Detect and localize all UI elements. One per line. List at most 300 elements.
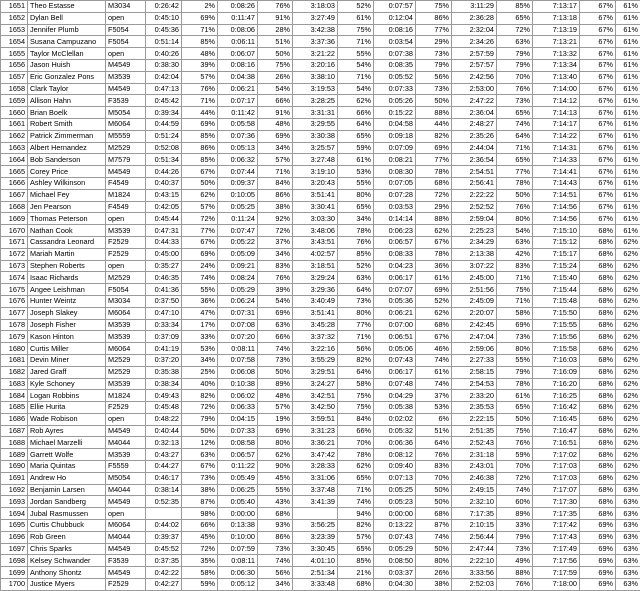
- cell-bike-pct: 65%: [338, 130, 374, 142]
- cell-t1-time: 0:05:09: [218, 248, 258, 260]
- cell-t2-pct: 82%: [416, 130, 452, 142]
- cell-place: 1651: [1, 1, 28, 13]
- cell-name: Clark Taylor: [28, 83, 106, 95]
- cell-swim-time: 0:40:26: [146, 48, 182, 60]
- cell-swim-pct: 87%: [182, 496, 218, 508]
- cell-bike-time: 3:21:22: [293, 48, 338, 60]
- cell-swim-pct: 73%: [182, 472, 218, 484]
- cell-total-time: 7:16:20: [533, 378, 580, 390]
- cell-run-time: 2:44:04: [452, 142, 497, 154]
- cell-total-time: 7:14:00: [533, 83, 580, 95]
- cell-overall-pct: 62%: [616, 461, 640, 473]
- cell-name: Anthony Shontz: [28, 567, 106, 579]
- cell-bike-pct: 77%: [338, 319, 374, 331]
- cell-name: Isaac Richards: [28, 272, 106, 284]
- cell-overall-pct: 61%: [616, 1, 640, 13]
- cell-name: Kason Hinton: [28, 331, 106, 343]
- cell-name: Andrew Ho: [28, 472, 106, 484]
- cell-swim-pct: 57%: [182, 201, 218, 213]
- cell-bike-time: 3:27:48: [293, 154, 338, 166]
- cell-t2-pct: 79%: [416, 59, 452, 71]
- cell-place: 1680: [1, 343, 28, 355]
- cell-bike-time: 3:30:45: [293, 543, 338, 555]
- cell-name: Jennifer Plumb: [28, 24, 106, 36]
- cell-bike-pct: 52%: [338, 1, 374, 13]
- cell-swim-time: 0:45:44: [146, 213, 182, 225]
- cell-overall-pct: 61%: [616, 48, 640, 60]
- table-row: [1, 543, 640, 555]
- table-row: [1, 36, 640, 48]
- cell-place: 1670: [1, 225, 28, 237]
- cell-place: 1656: [1, 59, 28, 71]
- cell-division: F5054: [106, 24, 146, 36]
- cell-t1-time: 0:05:13: [218, 142, 258, 154]
- cell-total-pct: 67%: [580, 142, 616, 154]
- cell-place: 1696: [1, 531, 28, 543]
- cell-division: open: [106, 260, 146, 272]
- cell-swim-time: 0:47:10: [146, 307, 182, 319]
- cell-bike-time: 3:48:06: [293, 225, 338, 237]
- cell-swim-pct: 44%: [182, 107, 218, 119]
- cell-run-time: 2:47:22: [452, 95, 497, 107]
- cell-run-time: 7:17:35: [452, 508, 497, 520]
- cell-t1-pct: 74%: [258, 555, 293, 567]
- cell-t2-pct: 62%: [416, 225, 452, 237]
- cell-swim-pct: 48%: [182, 48, 218, 60]
- cell-bike-time: 3:37:48: [293, 484, 338, 496]
- cell-t2-time: 0:07:13: [374, 472, 416, 484]
- cell-t2-time: 0:04:58: [374, 118, 416, 130]
- cell-bike-pct: 55%: [338, 177, 374, 189]
- cell-t1-pct: 56%: [258, 567, 293, 579]
- cell-run-time: 2:57:57: [452, 59, 497, 71]
- cell-swim-time: 0:32:13: [146, 437, 182, 449]
- cell-t2-pct: 29%: [416, 36, 452, 48]
- cell-bike-time: 3:56:25: [293, 520, 338, 532]
- cell-swim-time: 0:35:27: [146, 260, 182, 272]
- cell-overall-pct: 61%: [616, 12, 640, 24]
- cell-t1-pct: 80%: [258, 437, 293, 449]
- cell-swim-time: 0:43:27: [146, 449, 182, 461]
- cell-run-pct: 76%: [497, 201, 533, 213]
- cell-t2-time: 0:07:00: [374, 319, 416, 331]
- cell-total-pct: 69%: [580, 579, 616, 591]
- cell-bike-pct: 70%: [338, 437, 374, 449]
- cell-bike-time: 3:22:16: [293, 343, 338, 355]
- cell-run-pct: 71%: [497, 295, 533, 307]
- cell-t2-pct: 51%: [416, 425, 452, 437]
- cell-run-pct: 79%: [497, 531, 533, 543]
- cell-run-pct: 71%: [497, 272, 533, 284]
- cell-bike-pct: 59%: [338, 142, 374, 154]
- cell-overall-pct: 62%: [616, 437, 640, 449]
- cell-overall-pct: 61%: [616, 107, 640, 119]
- cell-total-time: 7:13:21: [533, 36, 580, 48]
- table-row: [1, 213, 640, 225]
- cell-run-pct: 89%: [497, 508, 533, 520]
- cell-t2-pct: 69%: [416, 142, 452, 154]
- table-row: [1, 461, 640, 473]
- cell-run-time: 2:13:38: [452, 248, 497, 260]
- cell-run-pct: 83%: [497, 260, 533, 272]
- cell-t2-pct: 52%: [416, 295, 452, 307]
- cell-t1-pct: 50%: [258, 366, 293, 378]
- cell-division: M3034: [106, 295, 146, 307]
- cell-total-time: 7:15:58: [533, 343, 580, 355]
- cell-overall-pct: 63%: [616, 555, 640, 567]
- cell-t2-time: 0:06:57: [374, 236, 416, 248]
- cell-total-pct: 68%: [580, 354, 616, 366]
- cell-total-time: 7:13:40: [533, 71, 580, 83]
- cell-total-pct: 68%: [580, 225, 616, 237]
- cell-swim-pct: 40%: [182, 378, 218, 390]
- cell-place: 1672: [1, 248, 28, 260]
- cell-place: 1652: [1, 12, 28, 24]
- cell-run-time: 2:48:27: [452, 118, 497, 130]
- cell-total-time: 7:17:59: [533, 567, 580, 579]
- cell-t2-pct: 74%: [416, 378, 452, 390]
- cell-t1-time: 0:05:12: [218, 579, 258, 591]
- cell-name: Wade Robison: [28, 413, 106, 425]
- cell-place: 1693: [1, 496, 28, 508]
- cell-run-pct: 70%: [497, 461, 533, 473]
- cell-total-pct: 68%: [580, 307, 616, 319]
- cell-overall-pct: 62%: [616, 449, 640, 461]
- cell-place: 1653: [1, 24, 28, 36]
- cell-bike-time: 3:37:36: [293, 36, 338, 48]
- cell-total-pct: 67%: [580, 95, 616, 107]
- cell-t1-pct: 54%: [258, 83, 293, 95]
- cell-place: 1697: [1, 543, 28, 555]
- cell-overall-pct: 62%: [616, 378, 640, 390]
- cell-bike-pct: 53%: [338, 166, 374, 178]
- cell-bike-time: 3:24:27: [293, 378, 338, 390]
- cell-name: Michael Fey: [28, 189, 106, 201]
- cell-name: Cassandra Leonard: [28, 236, 106, 248]
- cell-bike-pct: 68%: [338, 579, 374, 591]
- cell-swim-pct: 24%: [182, 260, 218, 272]
- cell-swim-pct: 69%: [182, 248, 218, 260]
- cell-t2-time: 0:05:23: [374, 496, 416, 508]
- cell-t1-pct: 91%: [258, 107, 293, 119]
- cell-run-time: 2:35:26: [452, 130, 497, 142]
- cell-t1-pct: 71%: [258, 166, 293, 178]
- cell-swim-time: 0:26:42: [146, 1, 182, 13]
- cell-division: F4549: [106, 177, 146, 189]
- cell-t1-time: 0:11:22: [218, 461, 258, 473]
- cell-swim-time: 0:45:00: [146, 248, 182, 260]
- cell-bike-pct: 62%: [338, 461, 374, 473]
- cell-name: Albert Hernandez: [28, 142, 106, 154]
- cell-bike-time: 3:29:55: [293, 118, 338, 130]
- cell-total-time: 7:13:19: [533, 24, 580, 36]
- cell-swim-pct: 45%: [182, 531, 218, 543]
- cell-run-time: 3:33:56: [452, 567, 497, 579]
- cell-t2-pct: 38%: [416, 579, 452, 591]
- cell-t2-time: 0:05:38: [374, 402, 416, 414]
- cell-overall-pct: 61%: [616, 225, 640, 237]
- cell-overall-pct: 62%: [616, 472, 640, 484]
- cell-total-time: 7:14:43: [533, 177, 580, 189]
- cell-division: M3539: [106, 331, 146, 343]
- cell-place: 1655: [1, 48, 28, 60]
- cell-run-pct: 70%: [497, 71, 533, 83]
- cell-bike-pct: 74%: [338, 496, 374, 508]
- table-row: [1, 331, 640, 343]
- cell-name: Nathan Cook: [28, 225, 106, 237]
- cell-total-pct: 67%: [580, 48, 616, 60]
- cell-overall-pct: 62%: [616, 413, 640, 425]
- cell-overall-pct: 62%: [616, 295, 640, 307]
- cell-run-time: 2:34:29: [452, 236, 497, 248]
- cell-total-pct: 68%: [580, 260, 616, 272]
- cell-division: M4549: [106, 83, 146, 95]
- cell-run-time: 2:57:59: [452, 48, 497, 60]
- cell-overall-pct: 62%: [616, 366, 640, 378]
- cell-place: 1675: [1, 284, 28, 296]
- cell-swim-pct: 53%: [182, 343, 218, 355]
- cell-name: Bob Sanderson: [28, 154, 106, 166]
- cell-t1-time: 0:09:21: [218, 260, 258, 272]
- cell-swim-pct: 36%: [182, 295, 218, 307]
- cell-total-time: 7:14:13: [533, 107, 580, 119]
- cell-name: Eric Gonzalez Pons: [28, 71, 106, 83]
- cell-swim-time: 0:38:34: [146, 378, 182, 390]
- cell-swim-pct: 55%: [182, 284, 218, 296]
- cell-t2-time: 0:08:35: [374, 59, 416, 71]
- cell-name: Theo Estasse: [28, 1, 106, 13]
- cell-t2-time: 0:09:18: [374, 130, 416, 142]
- cell-total-time: 7:17:02: [533, 449, 580, 461]
- cell-division: M3539: [106, 225, 146, 237]
- cell-t2-time: 0:05:36: [374, 295, 416, 307]
- cell-t2-time: 0:00:00: [374, 508, 416, 520]
- cell-total-pct: 67%: [580, 36, 616, 48]
- cell-total-time: 7:15:40: [533, 272, 580, 284]
- cell-run-pct: 74%: [497, 484, 533, 496]
- table-row: [1, 142, 640, 154]
- cell-total-time: 7:15:10: [533, 225, 580, 237]
- cell-t1-time: 0:07:44: [218, 166, 258, 178]
- cell-overall-pct: 62%: [616, 284, 640, 296]
- cell-t2-time: 0:06:36: [374, 437, 416, 449]
- cell-t1-pct: 57%: [258, 402, 293, 414]
- cell-t1-pct: 39%: [258, 284, 293, 296]
- cell-t1-time: 0:07:31: [218, 307, 258, 319]
- cell-total-pct: 69%: [580, 555, 616, 567]
- table-row: [1, 531, 640, 543]
- cell-total-pct: 67%: [580, 83, 616, 95]
- cell-name: Rob Green: [28, 531, 106, 543]
- cell-t1-pct: 51%: [258, 36, 293, 48]
- cell-run-time: 2:36:54: [452, 154, 497, 166]
- cell-bike-time: 3:42:51: [293, 390, 338, 402]
- cell-place: 1694: [1, 508, 28, 520]
- cell-bike-pct: 66%: [338, 425, 374, 437]
- cell-t2-time: 0:07:07: [374, 284, 416, 296]
- cell-bike-time: 3:28:25: [293, 95, 338, 107]
- cell-run-pct: 65%: [497, 107, 533, 119]
- cell-t1-pct: 92%: [258, 213, 293, 225]
- cell-t1-time: 0:07:58: [218, 354, 258, 366]
- cell-swim-time: 0:42:04: [146, 71, 182, 83]
- cell-division: M3539: [106, 449, 146, 461]
- cell-t1-time: 0:10:00: [218, 531, 258, 543]
- cell-total-pct: 69%: [580, 543, 616, 555]
- cell-t1-time: 0:05:25: [218, 201, 258, 213]
- cell-run-time: 2:56:44: [452, 531, 497, 543]
- cell-run-time: 3:07:22: [452, 260, 497, 272]
- cell-swim-time: [146, 508, 182, 520]
- cell-t2-time: 0:05:25: [374, 484, 416, 496]
- cell-t1-time: 0:06:30: [218, 567, 258, 579]
- cell-t2-time: 0:06:17: [374, 366, 416, 378]
- cell-run-time: 2:33:20: [452, 390, 497, 402]
- cell-bike-time: 3:43:51: [293, 236, 338, 248]
- cell-total-time: 7:17:56: [533, 555, 580, 567]
- cell-total-time: 7:15:48: [533, 295, 580, 307]
- cell-swim-time: 0:52:35: [146, 496, 182, 508]
- cell-swim-pct: 57%: [182, 71, 218, 83]
- cell-t2-time: 0:05:29: [374, 543, 416, 555]
- cell-run-pct: 65%: [497, 402, 533, 414]
- cell-name: Jordan Sandberg: [28, 496, 106, 508]
- cell-swim-pct: 67%: [182, 461, 218, 473]
- cell-t2-pct: 68%: [416, 177, 452, 189]
- cell-t2-time: 0:06:23: [374, 225, 416, 237]
- cell-bike-pct: 65%: [338, 472, 374, 484]
- cell-swim-time: 0:46:35: [146, 272, 182, 284]
- cell-t2-time: 0:14:14: [374, 213, 416, 225]
- cell-swim-pct: 38%: [182, 484, 218, 496]
- cell-t1-time: 0:05:29: [218, 284, 258, 296]
- cell-bike-time: 3:36:21: [293, 437, 338, 449]
- cell-swim-time: 0:51:14: [146, 36, 182, 48]
- cell-division: F4549: [106, 201, 146, 213]
- cell-run-pct: 55%: [497, 354, 533, 366]
- cell-t1-time: 0:06:25: [218, 484, 258, 496]
- cell-total-time: 7:14:33: [533, 154, 580, 166]
- cell-run-time: 2:31:18: [452, 449, 497, 461]
- cell-overall-pct: 62%: [616, 319, 640, 331]
- cell-overall-pct: 62%: [616, 425, 640, 437]
- cell-run-time: 2:22:22: [452, 189, 497, 201]
- table-row: [1, 107, 640, 119]
- cell-t2-time: 0:06:17: [374, 272, 416, 284]
- cell-division: M4549: [106, 166, 146, 178]
- cell-swim-time: 0:37:50: [146, 295, 182, 307]
- cell-name: Corey Price: [28, 166, 106, 178]
- cell-overall-pct: 63%: [616, 543, 640, 555]
- cell-overall-pct: 61%: [616, 83, 640, 95]
- cell-name: Taylor McClellan: [28, 48, 106, 60]
- cell-swim-pct: 2%: [182, 1, 218, 13]
- cell-swim-time: 0:44:33: [146, 236, 182, 248]
- cell-bike-pct: 64%: [338, 118, 374, 130]
- cell-swim-pct: 47%: [182, 307, 218, 319]
- cell-bike-time: 3:40:49: [293, 295, 338, 307]
- cell-t2-pct: 74%: [416, 354, 452, 366]
- cell-bike-time: 4:01:10: [293, 555, 338, 567]
- table-row: [1, 390, 640, 402]
- cell-total-time: 7:14:22: [533, 130, 580, 142]
- cell-run-time: 2:42:56: [452, 71, 497, 83]
- cell-total-pct: 68%: [580, 437, 616, 449]
- cell-run-pct: 76%: [497, 437, 533, 449]
- cell-total-pct: 68%: [580, 425, 616, 437]
- cell-bike-time: 3:25:57: [293, 142, 338, 154]
- cell-t1-pct: 57%: [258, 154, 293, 166]
- cell-run-time: 2:36:28: [452, 12, 497, 24]
- table-row: [1, 177, 640, 189]
- table-row: [1, 402, 640, 414]
- cell-place: 1663: [1, 142, 28, 154]
- cell-swim-pct: 74%: [182, 272, 218, 284]
- cell-t2-time: 0:03:53: [374, 201, 416, 213]
- cell-swim-pct: 17%: [182, 319, 218, 331]
- cell-t2-time: 0:06:51: [374, 331, 416, 343]
- cell-t1-pct: 55%: [258, 484, 293, 496]
- cell-swim-pct: 59%: [182, 579, 218, 591]
- cell-swim-pct: 82%: [182, 390, 218, 402]
- cell-name: Stephen Roberts: [28, 260, 106, 272]
- cell-t2-pct: 44%: [416, 118, 452, 130]
- cell-total-time: 7:16:47: [533, 425, 580, 437]
- cell-t2-pct: 64%: [416, 437, 452, 449]
- cell-name: Robert Smith: [28, 118, 106, 130]
- table-row: [1, 118, 640, 130]
- cell-total-pct: 67%: [580, 201, 616, 213]
- cell-t2-time: 0:04:23: [374, 260, 416, 272]
- cell-total-time: 7:13:18: [533, 12, 580, 24]
- cell-bike-time: 3:51:41: [293, 189, 338, 201]
- cell-swim-time: 0:37:20: [146, 354, 182, 366]
- cell-name: Curtis Miller: [28, 343, 106, 355]
- cell-run-time: 2:22:15: [452, 413, 497, 425]
- cell-name: Maria Quintas: [28, 461, 106, 473]
- cell-run-time: 2:10:15: [452, 520, 497, 532]
- cell-t2-pct: 46%: [416, 343, 452, 355]
- table-row: [1, 130, 640, 142]
- cell-t1-time: 0:13:38: [218, 520, 258, 532]
- cell-place: 1686: [1, 413, 28, 425]
- cell-t1-time: 0:06:02: [218, 390, 258, 402]
- cell-swim-time: 0:49:43: [146, 390, 182, 402]
- cell-name: Hunter Weintz: [28, 295, 106, 307]
- cell-run-time: 2:47:04: [452, 331, 497, 343]
- cell-bike-time: 3:42:38: [293, 24, 338, 36]
- cell-overall-pct: 62%: [616, 272, 640, 284]
- cell-t1-time: 0:05:40: [218, 496, 258, 508]
- cell-place: 1679: [1, 331, 28, 343]
- cell-t2-pct: 56%: [416, 71, 452, 83]
- cell-swim-time: 0:44:26: [146, 166, 182, 178]
- cell-t1-time: 0:08:06: [218, 24, 258, 36]
- cell-t2-pct: 80%: [416, 555, 452, 567]
- cell-bike-pct: 71%: [338, 71, 374, 83]
- cell-division: M2529: [106, 366, 146, 378]
- cell-swim-pct: 69%: [182, 118, 218, 130]
- cell-bike-time: 3:59:51: [293, 413, 338, 425]
- cell-place: 1662: [1, 130, 28, 142]
- cell-t2-time: 0:06:21: [374, 307, 416, 319]
- cell-division: M3539: [106, 319, 146, 331]
- cell-t2-time: 0:04:29: [374, 390, 416, 402]
- cell-t1-time: 0:06:24: [218, 295, 258, 307]
- cell-name: Patrick Zimmerman: [28, 130, 106, 142]
- cell-place: 1676: [1, 295, 28, 307]
- cell-swim-pct: 12%: [182, 437, 218, 449]
